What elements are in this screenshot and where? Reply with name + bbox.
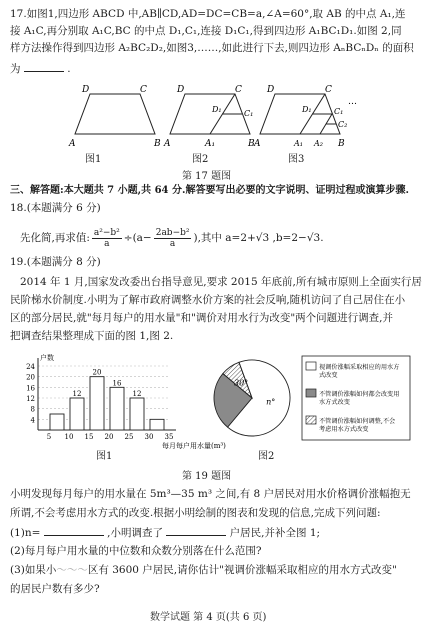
answer-blank-households[interactable]	[166, 526, 226, 536]
q17-fig1-label: 图1	[85, 154, 102, 165]
x-tick-label: 15	[84, 433, 94, 441]
svg-text:D: D	[177, 85, 185, 95]
q19-q3-cont: 的居民户数有多少?	[10, 583, 100, 595]
y-tick-label: 20	[26, 373, 35, 382]
legend-entry-line: 不管调价涨幅如何调整,不会	[319, 418, 396, 425]
bar-10-15	[70, 398, 84, 430]
svg-text:C₂: C₂	[338, 120, 348, 129]
q17-fig2-label: 图2	[192, 154, 209, 165]
legend-entry-line: 水方式改变	[319, 399, 350, 406]
q19-caption: 第 19 题图	[182, 471, 232, 482]
svg-text:B: B	[338, 139, 345, 149]
y-tick-label: 12	[26, 395, 35, 403]
svg-text:A: A	[254, 139, 261, 149]
q19-q1	[10, 526, 320, 540]
q18-expression	[20, 228, 324, 249]
bar-value-label: 12	[132, 390, 142, 398]
legend-entry-line: 不管调价涨幅如何都会改变用	[319, 391, 400, 398]
q1-c: 户居民,并补全图 1;	[229, 527, 321, 539]
q17-fig3-label: 图3	[288, 154, 305, 165]
fraction-1	[92, 228, 122, 249]
pie-chart	[204, 352, 414, 447]
bar-chart	[16, 352, 226, 450]
svg-text:C: C	[325, 85, 332, 95]
q19-q3	[10, 564, 397, 577]
legend-entry-line: 式改变	[319, 372, 338, 379]
svg-text:D: D	[82, 85, 90, 95]
q17-figure-1	[60, 82, 170, 152]
q19-fig2-label: 图2	[258, 451, 275, 462]
svg-text:D₁: D₁	[302, 105, 312, 114]
frac1-den: a	[104, 239, 110, 249]
legend-entry-line: 考虑用水方式改变	[319, 426, 369, 433]
y-axis-title: 户数	[40, 354, 54, 362]
page-footer: 数学试题 第 4 页(共 6 页)	[150, 612, 267, 623]
bar-25-30	[130, 398, 144, 430]
q17-line2: 接 A₁C,再分别取 A₁C,BC 的中点 D₁,C₁,连接 D₁C₁,得到四边形 A₁BC₁D₁.如图 2,同	[10, 25, 402, 37]
svg-text:C: C	[235, 85, 242, 95]
q17-figure-3	[250, 82, 370, 152]
bar-5-10	[50, 414, 64, 430]
q3-a: (3)如果小	[10, 564, 57, 576]
q18-suffix: ),其中 a=2+√3 ,b=2−√3.	[193, 232, 324, 244]
x-tick-label: 25	[124, 433, 134, 441]
q19-p5: 小明发现每月每户的用水量在 5m³—35 m³ 之间,有 8 户居民对用水价格调价涨幅抱无	[10, 488, 411, 500]
svg-text:B: B	[248, 139, 255, 149]
bar-30-35	[150, 419, 164, 430]
frac2-den: a	[169, 239, 176, 249]
bar-value-label: 12	[72, 390, 82, 398]
y-tick-label: 24	[26, 363, 35, 371]
svg-text:D: D	[267, 85, 275, 95]
frac1-num: a²−b²	[93, 228, 120, 238]
q19-p6: 所谓,不会考虑用水方式的改变.根据小明绘制的图表和发现的信息,完成下列问题:	[10, 507, 381, 519]
q3-smudge: ～～～	[56, 564, 88, 576]
q19-p3: 区的部分居民,就"每月每户的用水量"和"调价对用水行为改变"两个问题进行调查,并	[10, 312, 393, 324]
answer-blank-n[interactable]	[44, 526, 104, 536]
x-tick-label: 30	[144, 433, 154, 441]
svg-text:A₂: A₂	[314, 139, 323, 148]
bar-20-25	[110, 387, 124, 430]
q19-q2: (2)每月每户用水量的中位数和众数分别落在什么范围?	[10, 545, 262, 557]
q18-prefix: 先化简,再求值:	[20, 232, 90, 244]
legend-swatch	[306, 416, 316, 424]
q19-fig1-label: 图1	[96, 451, 113, 462]
svg-text:D₁: D₁	[212, 105, 222, 114]
y-tick-label: 8	[30, 405, 35, 414]
q19-p1: 2014 年 1 月,国家发改委出台指导意见,要求 2015 年底前,所有城市原则上全面实行居	[20, 276, 422, 288]
q1-a: (1)n=	[10, 527, 41, 539]
legend-entry-line: 视调价涨幅采取相应的用水方	[319, 364, 400, 371]
section3-heading: 三、解答题:本大题共 7 小题,共 64 分.解答要写出必要的文字说明、证明过程或演算步骤.	[10, 185, 409, 196]
bar-15-20	[90, 377, 104, 430]
svg-text:C: C	[140, 85, 147, 95]
bar-value-label: 16	[112, 379, 122, 388]
x-tick-label: 35	[164, 433, 174, 441]
svg-text:A: A	[69, 139, 76, 149]
svg-text:C₁: C₁	[244, 109, 254, 118]
q17-line4-suffix: .	[67, 63, 71, 75]
legend-swatch	[306, 362, 316, 370]
bar-value-label: 20	[92, 368, 102, 377]
svg-text:A₁: A₁	[205, 139, 216, 149]
fraction-2	[154, 228, 192, 249]
q19-p2: 民阶梯水价制度.小明为了解市政府调整水价方案的社会反响,随机访问了自己居住在小	[10, 294, 406, 306]
y-tick-label: 4	[30, 416, 35, 425]
q17-line1: 17.如图1,四边形 ABCD 中,AB∥CD,AD=DC=CB=a,∠A=60°,取 AB 的中点 A₁,连	[10, 8, 406, 20]
q1-b: ,小明调查了	[107, 527, 163, 539]
x-tick-label: 20	[104, 433, 114, 441]
svg-text:C₁: C₁	[334, 107, 344, 116]
pie-slice-label: n°	[266, 397, 276, 407]
svg-text:A₁: A₁	[294, 139, 303, 148]
q17-line4-prefix: 为	[10, 63, 21, 75]
q17-line3: 样方法操作得到四边形 A₂BC₂D₂,如图3,……,如此进行下去,则四边形 AₙBCₙDₙ 的面积	[10, 42, 414, 54]
svg-text:…: …	[348, 97, 357, 107]
svg-text:B: B	[154, 139, 161, 149]
x-axis-title: 每月每户用水量(m³)	[162, 442, 226, 450]
svg-text:A: A	[164, 139, 171, 149]
q3-b: 区有 3600 户居民,请你估计"视调价涨幅采取相应的用水方式改变"	[87, 564, 397, 576]
x-tick-label: 10	[64, 433, 74, 441]
q18-number: 18.(本题满分 6 分)	[10, 202, 101, 214]
q19-number: 19.(本题满分 8 分)	[10, 256, 101, 268]
x-tick-label: 5	[46, 433, 52, 441]
q17-caption: 第 17 题图	[182, 171, 232, 182]
pie-slice-label: 30°	[233, 378, 249, 388]
q18-mid: ÷(a−	[123, 232, 152, 244]
y-tick-label: 16	[26, 384, 35, 393]
answer-blank[interactable]	[24, 62, 64, 72]
q19-p4: 把调查结果整理成下面的图 1,图 2.	[10, 330, 174, 342]
legend-swatch	[306, 389, 316, 397]
q17-line4	[10, 62, 71, 76]
frac2-num: 2ab−b²	[155, 228, 190, 238]
